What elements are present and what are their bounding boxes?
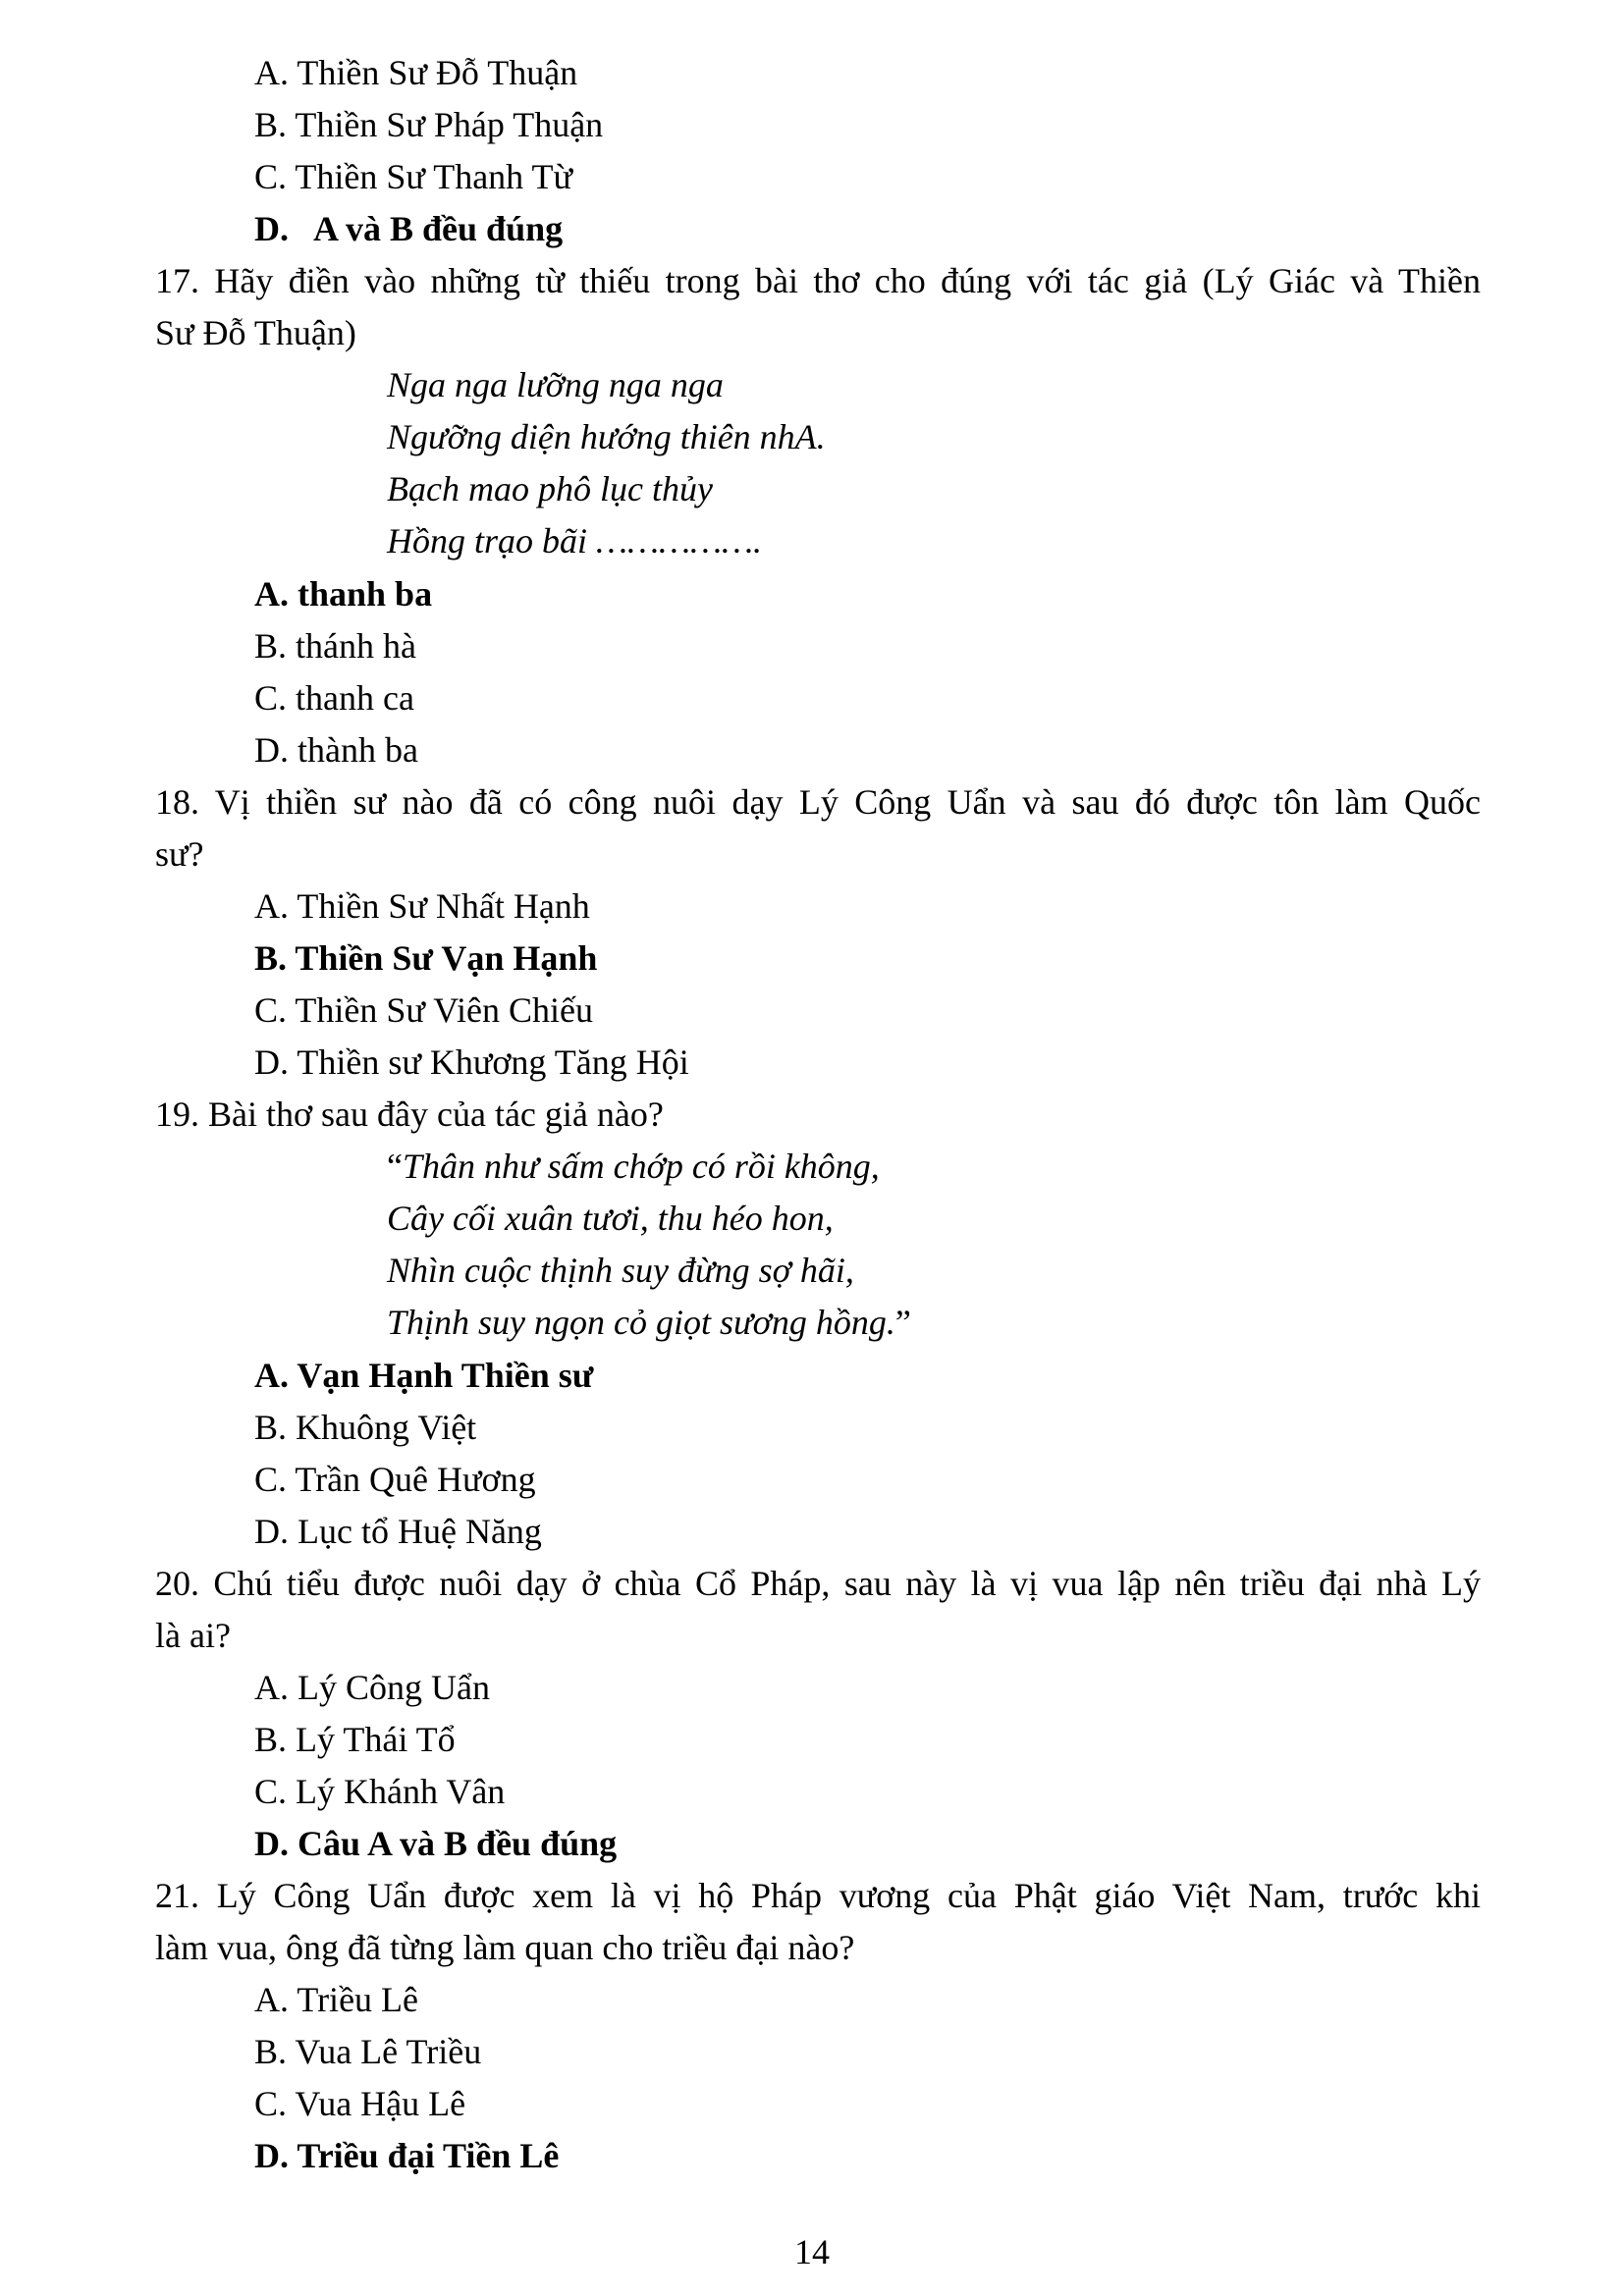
q21-text-line1: 21. Lý Công Uẩn được xem là vị hộ Pháp vương của Phật giáo Việt Nam, trước khi [155, 1876, 1481, 1915]
q21-option-b: B. Vua Lê Triều [254, 2032, 482, 2071]
q16-option-a: A. Thiền Sư Đỗ Thuận [254, 53, 578, 92]
q19-poem-line2: Cây cối xuân tươi, thu héo hon, [387, 1199, 834, 1238]
q18-option-c: C. Thiền Sư Viên Chiếu [254, 990, 594, 1030]
q20-option-d-correct: D. Câu A và B đều đúng [254, 1824, 618, 1863]
q18-option-d: D. Thiền sư Khương Tăng Hội [254, 1042, 689, 1082]
q17-option-d: D. thành ba [254, 730, 418, 770]
q19-poem-line4-text: Thịnh suy ngọn cỏ giọt sương hồng. [387, 1303, 895, 1342]
q21-text-line2: làm vua, ông đã từng làm quan cho triều đại nào? [155, 1928, 855, 1967]
q20-option-b: B. Lý Thái Tổ [254, 1720, 456, 1759]
q20-text-line1: 20. Chú tiểu được nuôi dạy ở chùa Cổ Pháp, sau này là vị vua lập nên triều đại nhà Lý [155, 1564, 1481, 1603]
q19-poem-line3: Nhìn cuộc thịnh suy đừng sợ hãi, [387, 1251, 854, 1290]
q20-option-a: A. Lý Công Uẩn [254, 1668, 490, 1707]
q16-option-b: B. Thiền Sư Pháp Thuận [254, 105, 604, 144]
q18-text-line2: sư? [155, 834, 204, 874]
q21-option-d-correct: D. Triều đại Tiền Lê [254, 2136, 560, 2175]
page-number: 14 [794, 2232, 830, 2271]
q17-option-b: B. thánh hà [254, 626, 416, 666]
q17-option-c: C. thanh ca [254, 678, 414, 718]
q18-option-b-correct: B. Thiền Sư Vạn Hạnh [254, 938, 598, 978]
q17-option-a-correct: A. thanh ba [254, 574, 433, 614]
q17-poem-line1: Nga nga lưỡng nga nga [387, 365, 724, 404]
q17-poem-line2: Ngưỡng diện hướng thiên nhA. [387, 417, 826, 456]
q19-poem-line1 [387, 1141, 880, 1193]
q21-option-a: A. Triều Lê [254, 1980, 419, 2019]
q19-option-c: C. Trần Quê Hương [254, 1460, 536, 1499]
q20-text-line2: là ai? [155, 1616, 231, 1655]
q19-poem-close-quote: ” [894, 1303, 911, 1342]
q19-poem-line1-text: Thân như sấm chớp có rồi không, [402, 1147, 880, 1186]
q16-option-c: C. Thiền Sư Thanh Từ [254, 157, 573, 196]
q19-text: 19. Bài thơ sau đây của tác giả nào? [155, 1095, 664, 1134]
q19-option-b: B. Khuông Việt [254, 1408, 477, 1447]
q19-poem-open-quote: “ [387, 1147, 403, 1186]
q17-text-line1: 17. Hãy điền vào những từ thiếu trong bài thơ cho đúng với tác giả (Lý Giác và Thiền [155, 261, 1481, 300]
q19-option-a-correct: A. Vạn Hạnh Thiền sư [254, 1356, 594, 1395]
q16-option-d-correct: D. A và B đều đúng [254, 209, 564, 248]
q18-option-a: A. Thiền Sư Nhất Hạnh [254, 886, 590, 926]
q19-option-d: D. Lục tổ Huệ Năng [254, 1512, 542, 1551]
q17-poem-line4: Hồng trạo bãi ……………. [387, 521, 763, 561]
q17-poem-line3: Bạch mao phô lục thủy [387, 469, 713, 508]
q21-option-c: C. Vua Hậu Lê [254, 2084, 466, 2123]
q19-poem-line4 [387, 1297, 911, 1349]
q20-option-c: C. Lý Khánh Vân [254, 1772, 506, 1811]
q18-text-line1: 18. Vị thiền sư nào đã có công nuôi dạy Lý Công Uẩn và sau đó được tôn làm Quốc [155, 782, 1481, 822]
q17-text-line2: Sư Đỗ Thuận) [155, 313, 356, 352]
